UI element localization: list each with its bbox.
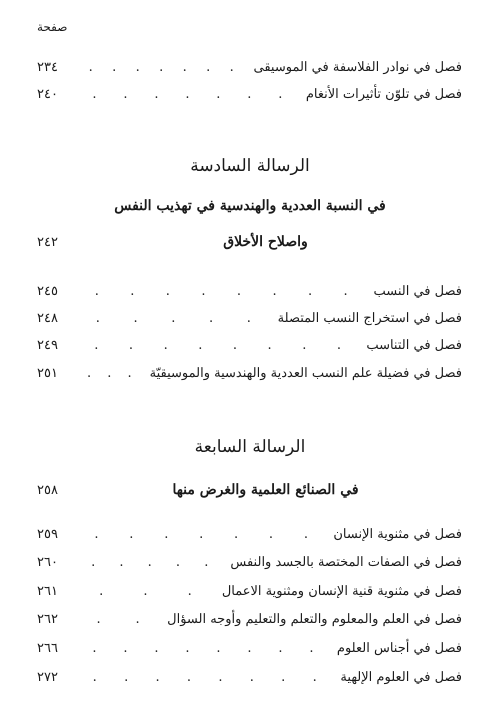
toc-entry [37,580,462,602]
toc-entry [37,637,462,659]
toc-entry [37,83,462,105]
leader-dots: . . . [87,365,132,381]
entry-page-number: ٢٥٩ [37,526,58,542]
section-6-subtitle-line2: واصلاح الأخلاق [223,234,308,250]
toc-entry [37,334,462,356]
entry-page-number: ٢٣٤ [37,59,58,75]
toc-entry [37,362,462,384]
entry-page-number: ٢٦١ [37,583,58,599]
entry-page-number: ٢٦٠ [37,554,58,570]
leader-dots: . . . . . . . [94,526,308,542]
section-7-subtitle: في الصنائع العلمية والغرض منها [172,482,359,498]
leader-dots: . . . . . . . . [94,283,348,299]
entry-title: فصل في التناسب [366,337,462,353]
entry-title: فصل في مثنوية قنية الإنسان ومثنوية الاعمال [221,583,462,599]
section-7-subtitle-page: ٢٥٨ [37,482,58,498]
toc-entry [37,280,462,302]
entry-page-number: ٢٦٢ [37,611,58,627]
entry-title: فصل في النسب [373,283,462,299]
entry-title: فصل في تلوّن تأثيرات الأنغام [305,86,462,102]
leader-dots: . . . . . [95,310,251,326]
entry-title: فصل في العلم والمعلوم والتعلم والتعليم وأوجه السؤال [167,611,462,627]
section-6-subtitle-line1: في النسبة العددية والهندسية في تهذيب النفس [114,198,386,214]
section-7-heading: الرسالة السابعة [194,437,306,457]
toc-entry [37,523,462,545]
entry-title: فصل في فضيلة علم النسب العددية والهندسية والموسيقيّة [149,365,462,381]
leader-dots: . . . . . . . . [92,640,314,656]
entry-title: فصل في نوادر الفلاسفة في الموسيقى [253,59,462,75]
section-6-heading: الرسالة السادسة [190,156,310,176]
entry-title: فصل في أجناس العلوم [336,640,462,656]
toc-entry [37,307,462,329]
toc-entry [37,56,462,78]
entry-page-number: ٢٤٨ [37,310,58,326]
entry-title: فصل في استخراج النسب المتصلة [277,310,462,326]
section-6-subtitle-row [37,234,462,250]
entry-page-number: ٢٤٠ [37,86,58,102]
toc-entry [37,608,462,630]
toc-entry [37,666,462,688]
toc-entry [37,551,462,573]
section-6-subtitle-page: ٢٤٢ [37,234,58,250]
entry-title: فصل في الصفات المختصة بالجسد والنفس [230,554,462,570]
entry-page-number: ٢٥١ [37,365,58,381]
entry-page-number: ٢٦٦ [37,640,58,656]
leader-dots: . . . . . . . [88,59,234,75]
leader-dots: . . . . . [91,554,209,570]
entry-page-number: ٢٤٩ [37,337,58,353]
leader-dots: . . . . . . . . [94,337,341,353]
leader-dots: . . . [99,583,192,599]
section-7-subtitle-row [37,482,462,498]
entry-title: فصل في العلوم الإلهية [340,669,462,685]
entry-page-number: ٢٤٥ [37,283,58,299]
leader-dots: . . . . . . . [92,86,283,102]
page-column-label: صفحة [37,20,68,34]
leader-dots: . . . . . . . . [92,669,317,685]
leader-dots: . . [96,611,140,627]
entry-title: فصل في مثنوية الإنسان [333,526,462,542]
entry-page-number: ٢٧٢ [37,669,58,685]
